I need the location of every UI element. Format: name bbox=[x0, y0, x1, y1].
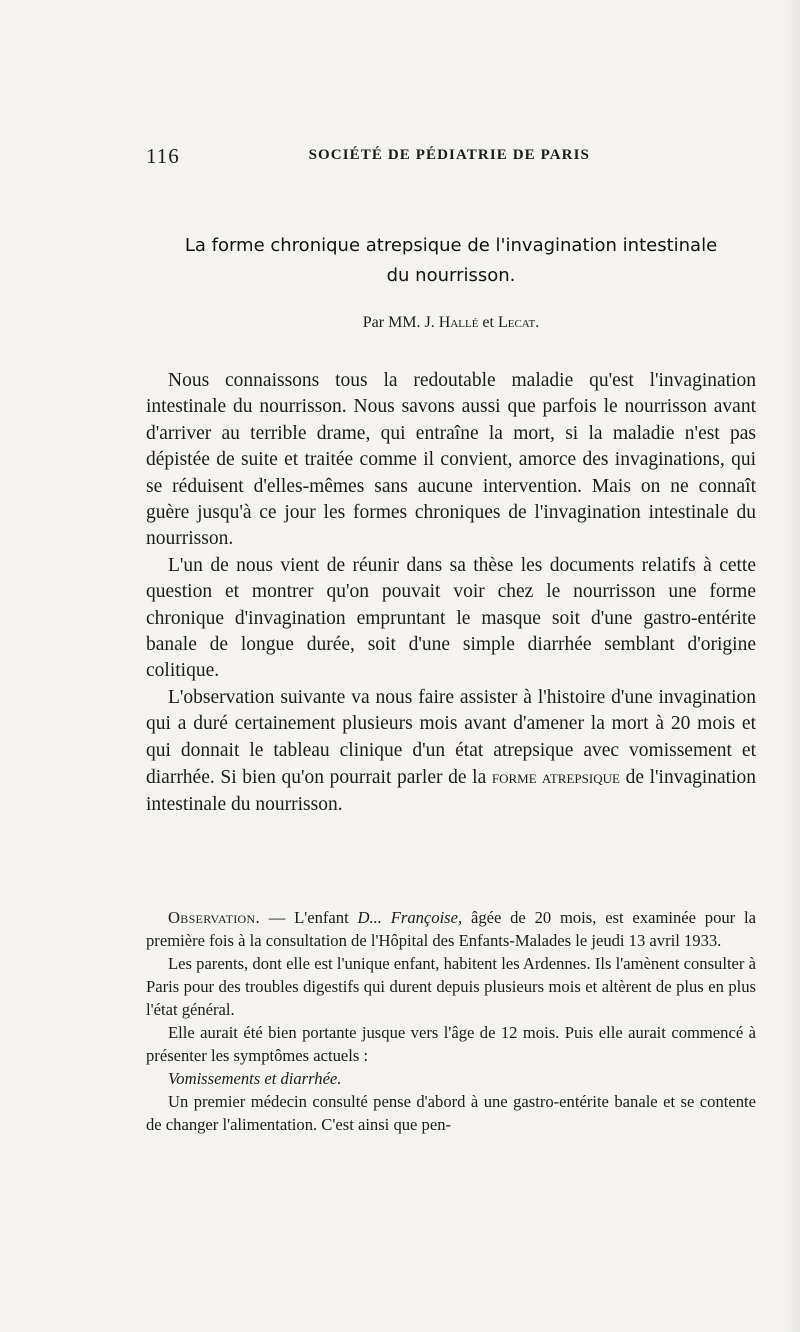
article-authors bbox=[146, 314, 756, 332]
author-halle: Hallé bbox=[438, 314, 479, 331]
observation-paragraph-2: Les parents, dont elle est l'unique enfant, habitent les Ardennes. Ils l'amènent consulter à Paris pour des troubles digestifs qui durent depuis plusieurs mois et altèrent de plus en plus l'état général. bbox=[146, 954, 756, 1019]
authors-conjunction: et bbox=[482, 314, 494, 331]
page-edge-shadow bbox=[782, 0, 800, 1332]
page-header bbox=[146, 144, 590, 168]
title-line-1: La forme chronique atrepsique de l'invagination intestinale bbox=[184, 235, 718, 256]
author-lecat: Lecat. bbox=[497, 314, 540, 331]
body-paragraph-3 bbox=[146, 685, 756, 818]
observation-subheading bbox=[146, 1067, 756, 1090]
observation-section bbox=[146, 906, 756, 1136]
patient-initial: D... bbox=[357, 908, 382, 927]
page-number: 116 bbox=[146, 144, 180, 168]
body-paragraph-3-start: L'observation suivante va nous faire assister à l'histoire d'une invagination qui a duré certainement plusieurs mois avant d'amener la mort à 20 mois et qui donnait le tableau clinique d'un état atrepsique avec vomissement et diarrhée. Si bien qu'on pourrait parler de la bbox=[146, 686, 756, 789]
body-paragraph-1: Nous connaissons tous la redoutable maladie qu'est l'invagination intestinale du nourrisson. Nous savons aussi que parfois le nourrisson avant d'arriver au terrible drame, qui entraîne la mort, si la maladie n'est pas dépistée de suite et traitée comme il convient, amorce des invaginations, qui se réduisent d'elles-mêmes sans aucune intervention. Mais on ne connaît guère jusqu'à ce jour les formes chroniques de l'invagination intestinale du nourrisson. bbox=[146, 370, 756, 550]
body-paragraph-3-end: de l'invagination intestinale du nourrisson. bbox=[146, 767, 757, 815]
observation-paragraph-3: Elle aurait été bien portante jusque vers l'âge de 12 mois. Puis elle aurait commencé à présenter les symptômes actuels : bbox=[146, 1023, 756, 1065]
title-line-2: du nourrisson. bbox=[386, 265, 516, 286]
patient-firstname: Françoise, bbox=[390, 908, 463, 927]
forme-atrepsique-phrase: forme atrepsique bbox=[491, 767, 620, 788]
article-title bbox=[146, 231, 756, 291]
observation-paragraph-1 bbox=[146, 906, 756, 952]
authors-prefix: Par MM. J. bbox=[362, 314, 435, 331]
observation-label: Observation. bbox=[168, 908, 260, 927]
observation-paragraph-1-rest: âgée de 20 mois, est examinée pour la première fois à la consultation de l'Hôpital des Enfants-Malades le jeudi 13 avril 1933. bbox=[146, 908, 756, 950]
observation-paragraph-4: Un premier médecin consulté pense d'abord à une gastro-entérite banale et se contente de changer l'alimentation. C'est ainsi que pen- bbox=[146, 1092, 756, 1134]
article-body bbox=[146, 368, 756, 818]
running-head: SOCIÉTÉ DE PÉDIATRIE DE PARIS bbox=[308, 147, 590, 163]
subheading-text: Vomissements et diarrhée. bbox=[168, 1069, 342, 1088]
body-paragraph-2: L'un de nous vient de réunir dans sa thèse les documents relatifs à cette question et montrer qu'on pouvait voir chez le nourrisson une forme chronique d'invagination empruntant le masque soit d'une gastro-entérite banale de longue durée, soit d'une simple diarrhée semblant d'origine colitique. bbox=[146, 554, 756, 682]
observation-dash: — L'enfant bbox=[268, 908, 349, 927]
